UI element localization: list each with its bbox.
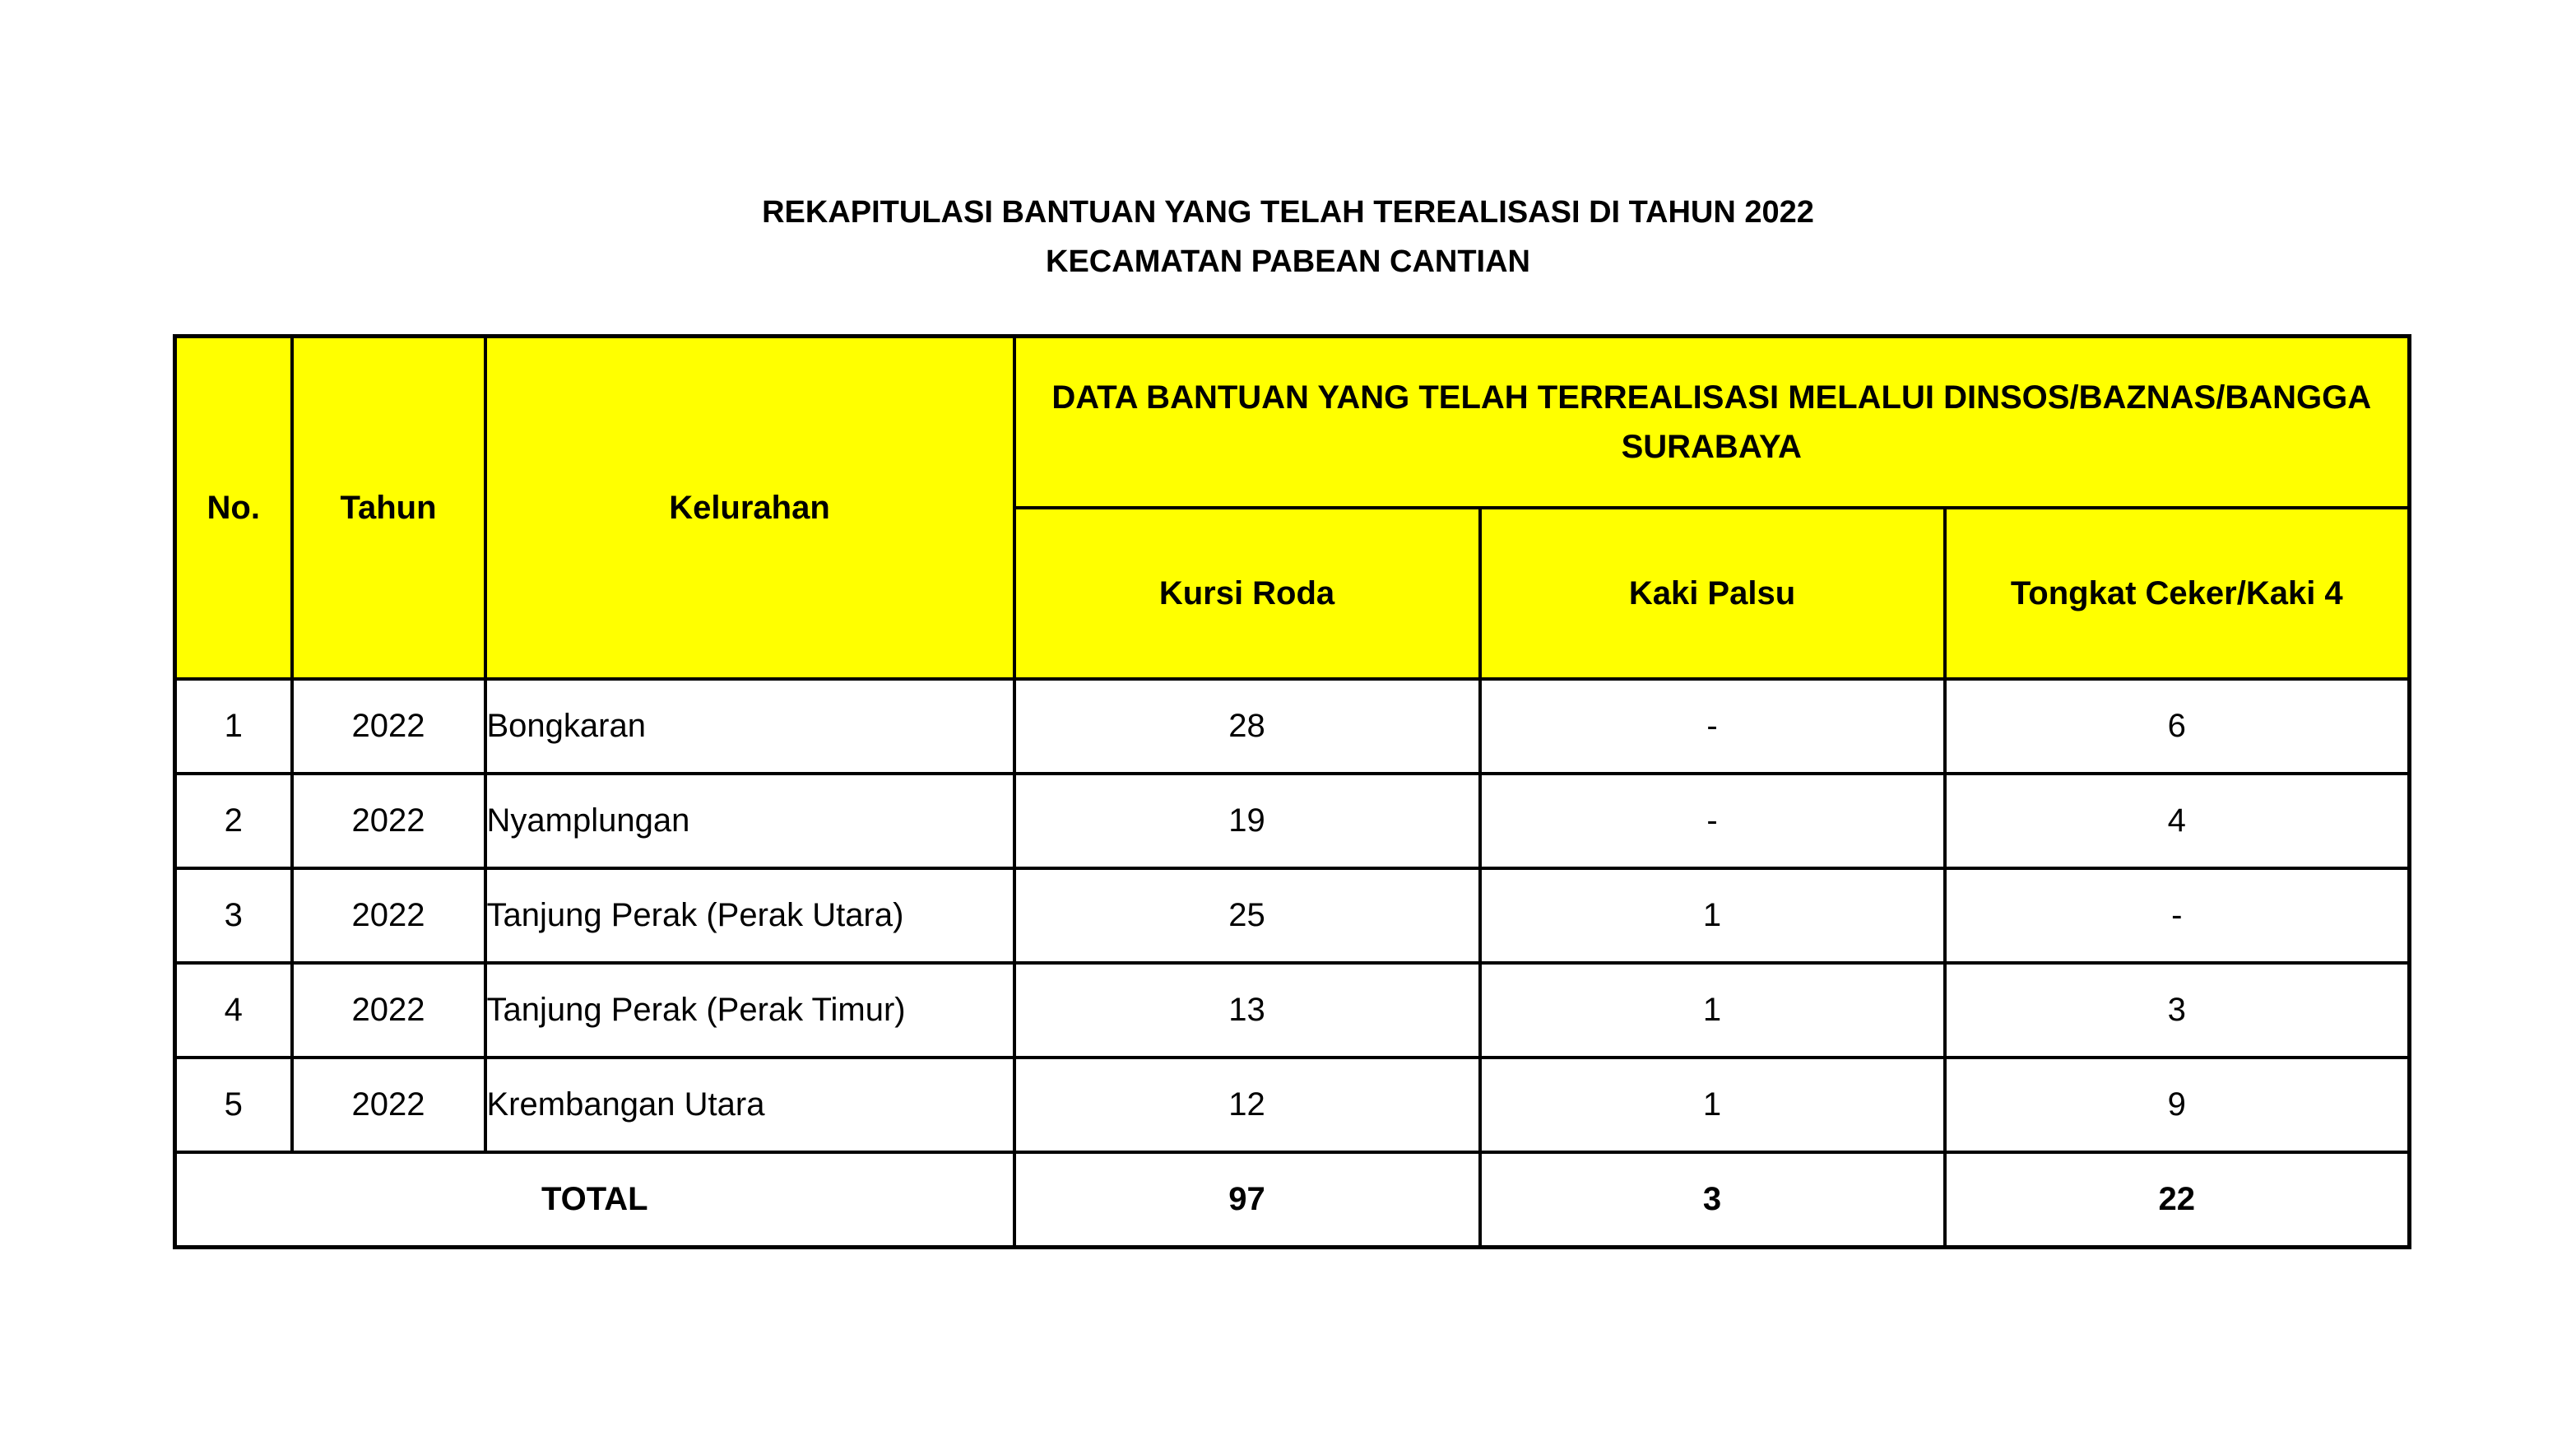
table-header	[175, 337, 2410, 680]
cell-tongkat: 3	[1945, 963, 2410, 1058]
cell-no: 2	[175, 774, 292, 868]
cell-no: 3	[175, 868, 292, 963]
cell-tongkat: 6	[1945, 679, 2410, 774]
header-kaki-palsu: Kaki Palsu	[1480, 508, 1945, 679]
cell-tahun: 2022	[292, 1058, 485, 1152]
cell-kaki-palsu: -	[1480, 774, 1945, 868]
cell-tongkat: -	[1945, 868, 2410, 963]
header-kelurahan: Kelurahan	[485, 337, 1014, 680]
header-no: No.	[175, 337, 292, 680]
cell-kelurahan: Nyamplungan	[485, 774, 1014, 868]
total-label: TOTAL	[175, 1152, 1014, 1248]
title-line-1: REKAPITULASI BANTUAN YANG TELAH TEREALISASI DI TAHUN 2022	[762, 195, 1814, 230]
cell-kursi-roda: 28	[1014, 679, 1480, 774]
cell-tahun: 2022	[292, 868, 485, 963]
table-row	[175, 774, 2410, 868]
cell-kursi-roda: 13	[1014, 963, 1480, 1058]
total-tongkat: 22	[1945, 1152, 2410, 1248]
cell-kursi-roda: 12	[1014, 1058, 1480, 1152]
header-kursi-roda: Kursi Roda	[1014, 508, 1480, 679]
table-body	[175, 679, 2410, 1248]
table-row	[175, 963, 2410, 1058]
cell-tahun: 2022	[292, 774, 485, 868]
cell-no: 1	[175, 679, 292, 774]
cell-no: 4	[175, 963, 292, 1058]
cell-tahun: 2022	[292, 679, 485, 774]
cell-kelurahan: Tanjung Perak (Perak Timur)	[485, 963, 1014, 1058]
title-line-2: KECAMATAN PABEAN CANTIAN	[1046, 244, 1530, 279]
document-title	[0, 188, 2576, 286]
cell-tahun: 2022	[292, 963, 485, 1058]
cell-no: 5	[175, 1058, 292, 1152]
header-tongkat: Tongkat Ceker/Kaki 4	[1945, 508, 2410, 679]
table-row	[175, 679, 2410, 774]
cell-kursi-roda: 19	[1014, 774, 1480, 868]
cell-kaki-palsu: 1	[1480, 963, 1945, 1058]
cell-kursi-roda: 25	[1014, 868, 1480, 963]
cell-tongkat: 4	[1945, 774, 2410, 868]
cell-kelurahan: Bongkaran	[485, 679, 1014, 774]
cell-kaki-palsu: -	[1480, 679, 1945, 774]
recap-table	[173, 334, 2411, 1249]
table-row	[175, 868, 2410, 963]
table-row	[175, 1058, 2410, 1152]
cell-kaki-palsu: 1	[1480, 868, 1945, 963]
total-row	[175, 1152, 2410, 1248]
total-kursi-roda: 97	[1014, 1152, 1480, 1248]
cell-kaki-palsu: 1	[1480, 1058, 1945, 1152]
cell-kelurahan: Tanjung Perak (Perak Utara)	[485, 868, 1014, 963]
header-group-data-bantuan: DATA BANTUAN YANG TELAH TERREALISASI MELALUI DINSOS/BAZNAS/BANGGA SURABAYA	[1014, 337, 2410, 509]
cell-kelurahan: Krembangan Utara	[485, 1058, 1014, 1152]
header-tahun: Tahun	[292, 337, 485, 680]
total-kaki-palsu: 3	[1480, 1152, 1945, 1248]
cell-tongkat: 9	[1945, 1058, 2410, 1152]
